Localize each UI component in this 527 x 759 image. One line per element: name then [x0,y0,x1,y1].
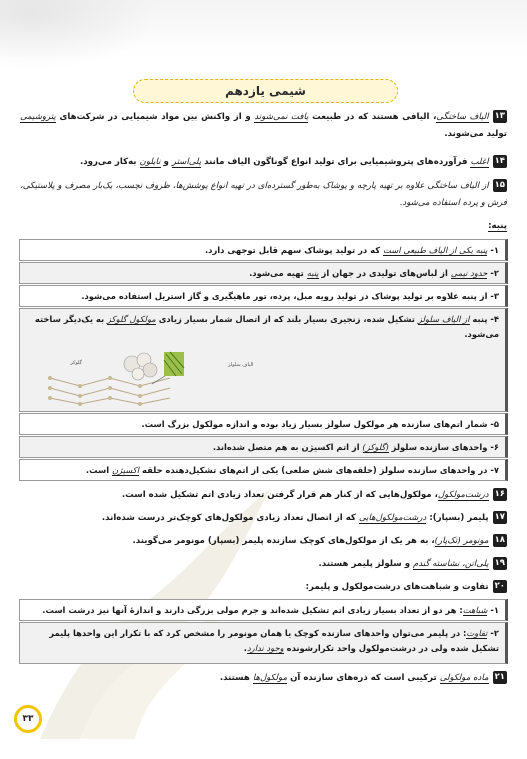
page-number: ۳۳ [22,714,34,724]
cotton-item-6: ۶- واحدهای سازنده سلولز (گلوکز) از اتم اکسیژن به هم متصل شده‌اند. [19,436,508,458]
note-15: ۱۵از الیاف ساختگی علاوه بر تهیه پارچه و پوشاک به‌طور گسترده‌ای در تهیه انواع پوشش‌ها، ظروف نچسب، یک‌بار مصرف و پلاستیکی، فرش و پرده استفاده می‌شود. [20,180,507,208]
note-21: ۲۱ماده مولکولی ترکیبی است که ذره‌های سازنده آن مولکول‌ها هستند. [219,672,505,683]
cellulose-diagram [40,346,254,406]
glucose-label: گلوکز [70,360,82,366]
difference-row: ۲- تفاوت: در پلیمر می‌توان واحدهای سازنده کوچک یا همان مونومر را مشخص کرد که با تکرار این واحدها پلیمر تشکیل شده ولی در درشت‌مولکول واحد تکرارشونده وجود ندارد. [19,622,508,664]
cotton-item-3: ۳- از پنبه علاوه بر تولید پوشاک در تولید رویه مبل، پرده، تور ماهیگیری و گاز استریل استفاده می‌شود. [19,285,508,307]
note-17: ۱۷پلیمر (بسپار): درشت‌مولکول‌هایی که از اتصال تعداد زیادی مولکول‌های کوچک‌تر درست شده‌اند. [101,512,505,523]
note-18: ۱۸مونومر (تک‌پار)، به هر یک از مولکول‌های کوچک سازنده پلیمر (بسپار) مونومر می‌گویند. [132,535,505,546]
cellulose-label: الیاف سلولز [228,362,254,368]
cotton-item-1: ۱- پنبه یکی از الیاف طبیعی است که در تولید پوشاک سهم قابل توجهی دارد. [19,239,508,261]
similarity-row: ۱- شباهت: هر دو از تعداد بسیار زیادی اتم تشکیل شده‌اند و جرم مولی بزرگی دارند و اندازهٔ آنها نیز درشت است. [19,599,508,621]
cotton-balls-icon [124,353,157,380]
note-number: ۱۳ [494,111,505,121]
note-16: ۱۶درشت‌مولکول، مولکول‌هایی که از کنار هم قرار گرفتن تعداد زیادی اتم تشکیل شده است. [121,489,505,500]
cotton-item-4: ۴- پنبه از الیاف سلولز تشکیل شده، زنجیری بسیار بلند که از اتصال شمار بسیار زیادی مولکول گلوکز به یک‌دیگر ساخته می‌شود. [19,308,508,412]
note-number: ۱۵ [494,180,505,190]
cotton-item-7: ۷- در واحدهای سازنده سلولز (حلقه‌های شش ضلعی) یکی از اتم‌های تشکیل‌دهنده حلقه اکسیژن است. [19,459,508,481]
note-13: ۱۳الیاف ساختگی، الیافی هستند که در طبیعت یافت نمی‌شوند و از واکنش بین مواد شیمیایی در شرکت‌های پتروشیمی تولید می‌شوند. [20,111,507,139]
chapter-title-box [133,79,398,103]
glucose-chain-icon [50,378,170,404]
chapter-title: شیمی یازدهم [225,84,306,98]
cotton-item-2: ۲- حدود نیمی از لباس‌های تولیدی در جهان از پنبه تهیه می‌شود. [19,262,508,284]
corner-decoration [0,0,160,70]
note-number: ۱۴ [494,156,505,166]
cotton-item-5: ۵- شمار اتم‌های سازنده هر مولکول سلولز بسیار زیاد بوده و اندازه مولکول بزرگ است. [19,413,508,435]
fiber-strand-icon [164,352,184,376]
page-number-badge [14,705,42,733]
note-20: ۲۰تفاوت و شباهت‌های درشت‌مولکول و پلیمر: [305,581,505,592]
cotton-heading: پنبه: [488,221,507,231]
note-14: ۱۴اغلب فرآورده‌های پتروشیمیایی برای تولید انواع گوناگون الیاف مانند پلی‌استر و نایلون به‌کار می‌رود. [79,156,505,167]
note-19: ۱۹پلی‌اتن، نشاسته گندم و سلولز پلیمر هستند. [318,558,505,569]
